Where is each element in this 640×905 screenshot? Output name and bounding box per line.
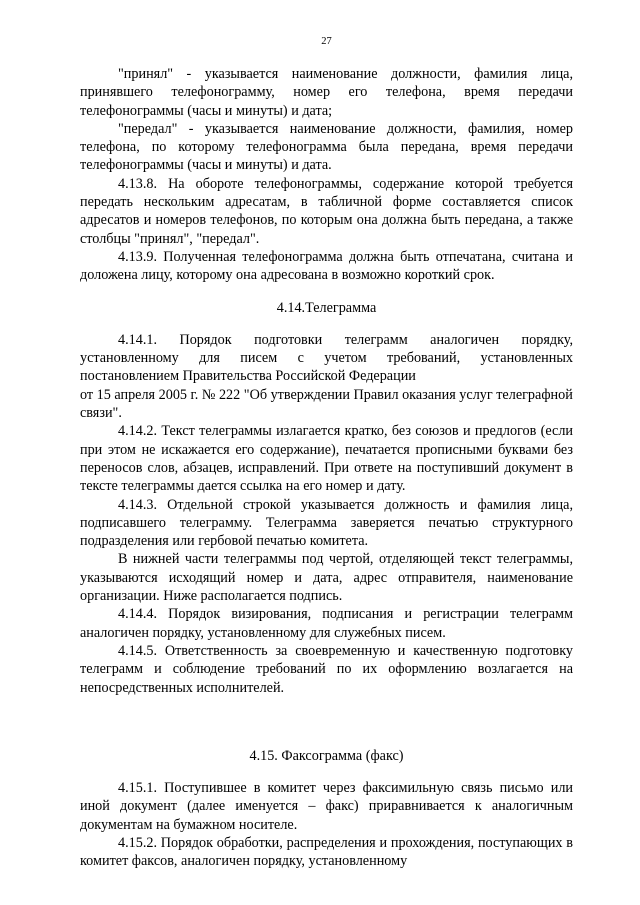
- paragraph-4-14-2: 4.14.2. Текст телеграммы излагается кратко, без союзов и предлогов (если при этом не искажается его содержание), печатается прописными буквами без переносов слов, абзацев, исправлений. При ответе на поступивший документ в тексте телеграммы дается ссылка на его номер и дату.: [80, 423, 573, 495]
- paragraph-4-14-4: 4.14.4. Порядок визирования, подписания и регистрации телеграмм аналогичен порядку, установленному для служебных писем.: [80, 606, 573, 641]
- paragraph-peredal: "передал" - указывается наименование должности, фамилия, номер телефона, по которому телефонограмма была передана, время передачи телефонограммы (часы и минуты) и дата.: [80, 120, 573, 174]
- section-heading-4-14: 4.14.Телеграмма: [276, 299, 377, 316]
- paragraph-4-13-9: 4.13.9. Полученная телефонограмма должна быть отпечатана, считана и доложена лицу, которому она адресована в возможно короткий срок.: [80, 248, 573, 284]
- paragraph-4-14-1: 4.14.1. Порядок подготовки телеграмм аналогичен порядку, установленному для писем с учетом требований, установленных постановлением Правительства Российской Федерации: [80, 331, 573, 385]
- paragraph-4-15-2: 4.15.2. Порядок обработки, распределения и прохождения, поступающих в комитет факсов, аналогичен порядку, установленному: [80, 834, 573, 870]
- paragraph-4-14-5: 4.14.5. Ответственность за своевременную и качественную подготовку телеграмм и соблюдение требований по их оформлению возлагается на непосредственных исполнителей.: [80, 642, 573, 696]
- paragraph-4-15-1: 4.15.1. Поступившее в комитет через факсимильную связь письмо или иной документ (далее именуется – факс) приравнивается к аналогичным документам на бумажном носителе.: [80, 780, 573, 833]
- paragraph-prinyal: "принял" - указывается наименование должности, фамилия лица, принявшего телефонограмму, номер его телефона, время передачи телефонограммы (часы и минуты) и дата;: [80, 66, 573, 119]
- paragraph-4-13-8: 4.13.8. На обороте телефонограммы, содержание которой требуется передать нескольким адресатам, в табличной форме составляется список адресатов и номеров телефонов, по которым она должна быть передана, а также столбцы "принял", "передал".: [80, 175, 573, 247]
- document-page: [80, 36, 573, 871]
- section-heading-4-15: 4.15. Факсограмма (факс): [249, 747, 404, 764]
- paragraph-telegram-bottom: В нижней части телеграммы под чертой, отделяющей текст телеграммы, указываются исходящий номер и дата, адрес отправителя, наименование организации. Ниже располагается подпись.: [80, 551, 573, 605]
- paragraph-4-14-1-cont: от 15 апреля 2005 г. № 222 "Об утверждении Правил оказания услуг телеграфной связи".: [80, 386, 573, 422]
- page-number: 27: [321, 36, 332, 47]
- paragraph-4-14-3: 4.14.3. Отдельной строкой указывается должность и фамилия лица, подписавшего телеграмму. Телеграмма заверяется печатью структурного подразделения или гербовой печатью комитета.: [80, 496, 573, 550]
